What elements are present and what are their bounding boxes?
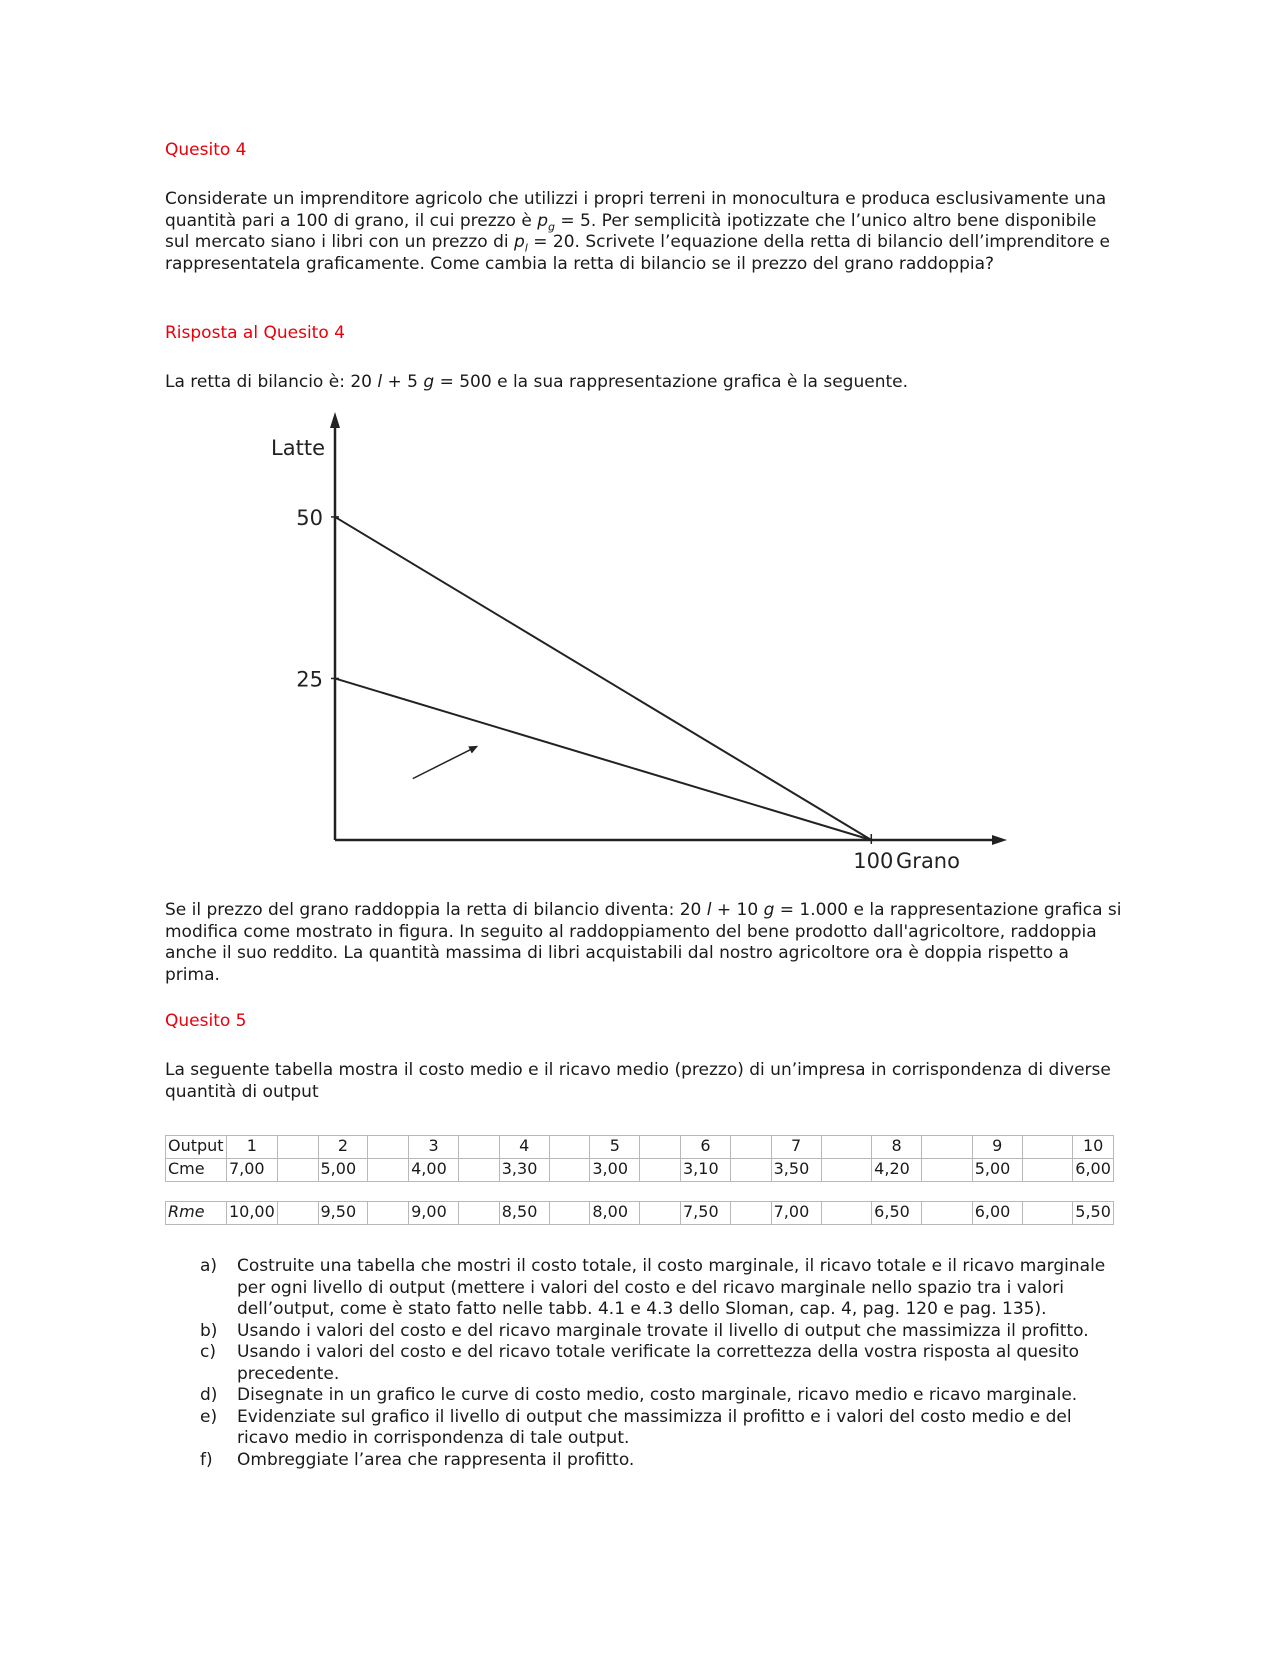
table-row-label: Output: [166, 1136, 227, 1159]
a4-paragraph: La retta di bilancio è: 20 l + 5 g = 500 e la sua rappresentazione grafica è la seguente.: [165, 372, 908, 392]
list-marker: c): [200, 1342, 216, 1362]
table-cell: 5,00: [972, 1159, 1022, 1182]
y-tick-label: 50: [296, 505, 323, 530]
table-spacer-cell: [1022, 1159, 1073, 1182]
x-axis-arrow-icon: [992, 835, 1007, 845]
list-item-text: Usando i valori del costo e del ricavo totale verificate la correttezza della vostra risposta al quesito precedente.: [237, 1342, 1080, 1384]
table-cell: 1: [226, 1136, 277, 1159]
table-row-label: Cme: [166, 1159, 227, 1182]
x-axis-label: Grano: [896, 849, 960, 873]
q5-paragraph: La seguente tabella mostra il costo medio e il ricavo medio (prezzo) di un’impresa in corrispondenza di diverse quantità di output: [165, 1060, 1111, 1102]
table-cell: 4,00: [409, 1159, 459, 1182]
table-cell: 7,50: [681, 1202, 731, 1225]
table-cell: 7,00: [226, 1159, 277, 1182]
table-spacer-cell: [730, 1136, 771, 1159]
budget-line-chart: [250, 410, 1030, 890]
table-row-label: Rme: [166, 1202, 227, 1225]
table-spacer-cell: [277, 1202, 318, 1225]
a4-paragraph-2: Se il prezzo del grano raddoppia la retta di bilancio diventa: 20 l + 10 g = 1.000 e la rappresentazione grafica si modifica come mostrato in figura. In seguito al raddoppiamento del bene prodotto dall'agricoltore, raddoppia anche il suo reddito. La quantità massima di libri acquistabili dal nostro agricoltore ora è doppia rispetto a prima.: [165, 900, 1122, 985]
table-spacer-cell: [368, 1159, 409, 1182]
list-item: [200, 1342, 1120, 1385]
table-spacer-cell: [549, 1136, 590, 1159]
table-cell: 8,50: [499, 1202, 549, 1225]
q4-title: Quesito 4: [165, 140, 247, 160]
list-item: [200, 1385, 1120, 1407]
table-spacer-cell: [277, 1159, 318, 1182]
list-item: [200, 1450, 1120, 1472]
list-marker: f): [200, 1449, 213, 1470]
y-axis-label: Latte: [271, 436, 325, 460]
table-spacer-cell: [368, 1202, 409, 1225]
table-spacer-cell: [922, 1136, 973, 1159]
table-spacer-cell: [459, 1136, 500, 1159]
budget-line-2: [335, 678, 871, 840]
table-cell: 3: [409, 1136, 459, 1159]
shift-arrow-icon: [413, 746, 477, 778]
table-cell: 9: [972, 1136, 1022, 1159]
q5-task-list: [200, 1256, 1120, 1471]
table-row: [166, 1159, 1114, 1182]
list-item-text: Evidenziate sul grafico il livello di output che massimizza il profitto e i valori del costo medio e del ricavo medio in corrispondenza di tale output.: [237, 1406, 1072, 1448]
list-marker: a): [200, 1256, 218, 1276]
list-item-text: Usando i valori del costo e del ricavo marginale trovate il livello di output che massimizza il profitto.: [237, 1320, 1089, 1341]
table-spacer-cell: [368, 1136, 409, 1159]
table-cell: 5,50: [1073, 1202, 1114, 1225]
budget-line-1: [335, 517, 871, 840]
table-cell: 9,00: [409, 1202, 459, 1225]
table-cell: 7: [771, 1136, 821, 1159]
table-cell: 6,00: [972, 1202, 1022, 1225]
q5-title: Quesito 5: [165, 1011, 247, 1031]
table-spacer-cell: [1022, 1202, 1073, 1225]
table-spacer-cell: [459, 1202, 500, 1225]
table-cell: 3,10: [681, 1159, 731, 1182]
table-cell: 3,50: [771, 1159, 821, 1182]
table-cell: 10: [1073, 1136, 1114, 1159]
list-item-text: Disegnate in un grafico le curve di costo medio, costo marginale, ricavo medio e ricavo marginale.: [237, 1385, 1078, 1405]
table-cell: 5: [590, 1136, 640, 1159]
table-row: [166, 1136, 1114, 1159]
table-cell: 6,00: [1073, 1159, 1114, 1182]
table-cell: 6,50: [872, 1202, 922, 1225]
table-cell: 2: [318, 1136, 368, 1159]
table-spacer-cell: [549, 1159, 590, 1182]
a4-title: Risposta al Quesito 4: [165, 323, 345, 343]
list-item-text: Ombreggiate l’area che rappresenta il profitto.: [237, 1449, 635, 1470]
table-spacer-cell: [922, 1159, 973, 1182]
table-spacer-cell: [277, 1136, 318, 1159]
table-cell: 4,20: [872, 1159, 922, 1182]
table-cell: 10,00: [226, 1202, 277, 1225]
list-marker: d): [200, 1385, 218, 1405]
table-spacer-cell: [730, 1202, 771, 1225]
q4-paragraph: Considerate un imprenditore agricolo che utilizzi i propri terreni in monocultura e produca esclusivamente una quantità pari a 100 di grano, il cui prezzo è $p_g = 5$. Per semplicità ipotizzate che l’unico altro bene disponibile sul mercato siano i libri con un prezzo di $p_l = 20$. Scrivete l’equazione della retta di bilancio dell’imprenditore e rappresentatela graficamente. Come cambia la retta di bilancio se il prezzo del grano raddoppia?: [165, 189, 1111, 274]
output-table: [165, 1135, 1114, 1225]
list-item: [200, 1407, 1120, 1450]
table-spacer-cell: [922, 1202, 973, 1225]
y-tick-label: 25: [296, 667, 323, 692]
table-row: [166, 1202, 1114, 1225]
list-marker: b): [200, 1320, 218, 1341]
list-item: [200, 1321, 1120, 1343]
table-spacer-cell: [1022, 1136, 1073, 1159]
list-marker: e): [200, 1406, 218, 1427]
list-item-text: Costruite una tabella che mostri il costo totale, il costo marginale, il ricavo totale e il ricavo marginale per ogni livello di output (mettere i valori del costo e del ricavo marginale nello spazio tra i valori dell’output, come è stato fatto nelle tabb. 4.1 e 4.3 dello Sloman, cap. 4, pag. 120 e pag. 135).: [237, 1256, 1106, 1319]
table-cell: 3,30: [499, 1159, 549, 1182]
table-spacer-cell: [640, 1136, 681, 1159]
table-spacer-cell: [821, 1202, 872, 1225]
table-cell: 7,00: [771, 1202, 821, 1225]
table-spacer-cell: [821, 1159, 872, 1182]
table-cell: 9,50: [318, 1202, 368, 1225]
x-tick-label: 100: [853, 849, 894, 873]
table-spacer-cell: [459, 1159, 500, 1182]
table-cell: 3,00: [590, 1159, 640, 1182]
table-spacer-cell: [549, 1202, 590, 1225]
table-spacer-cell: [821, 1136, 872, 1159]
list-item: [200, 1256, 1120, 1321]
table-spacer-cell: [730, 1159, 771, 1182]
table-cell: 4: [499, 1136, 549, 1159]
table-spacer-cell: [640, 1159, 681, 1182]
y-axis-arrow-icon: [330, 412, 340, 428]
table-cell: 8,00: [590, 1202, 640, 1225]
table-cell: 5,00: [318, 1159, 368, 1182]
table-spacer-cell: [640, 1202, 681, 1225]
table-cell: 6: [681, 1136, 731, 1159]
table-cell: 8: [872, 1136, 922, 1159]
